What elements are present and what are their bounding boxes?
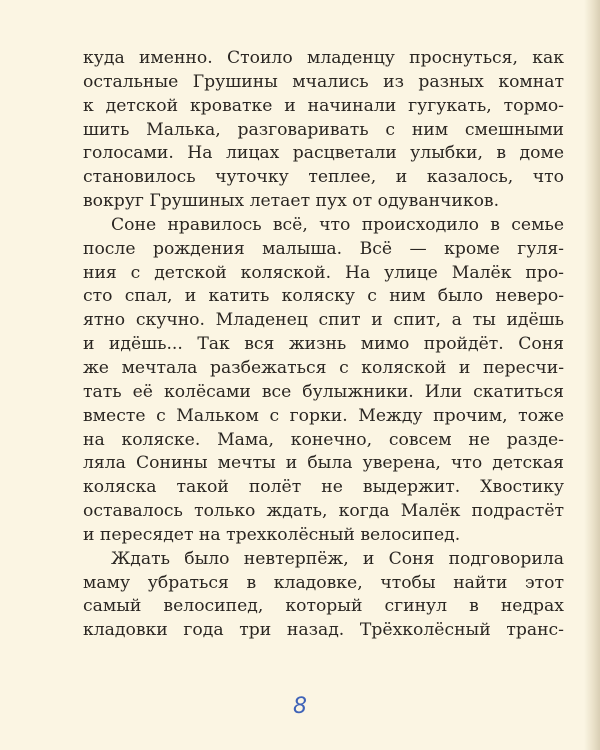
page-number: 8 xyxy=(293,694,307,719)
text-line: вместе с Мальком с горки. Между прочим, тоже xyxy=(83,405,564,426)
text-line: оставалось только ждать, когда Малёк подрастёт xyxy=(83,501,564,522)
text-line: ния с детской коляской. На улице Малёк про- xyxy=(83,262,564,283)
text-line: к детской кроватке и начинали гугукать, тормо- xyxy=(83,95,564,116)
text-line: ляла Сонины мечты и была уверена, что детская xyxy=(83,453,564,474)
text-line: коляска такой полёт не выдержит. Хвостику xyxy=(83,477,564,498)
paragraph-start-line: Соне нравилось всё, что происходило в семье xyxy=(111,214,564,235)
body-text xyxy=(83,47,564,643)
text-line: тать её колёсами все булыжники. Или скатиться xyxy=(83,381,564,402)
text-line: шить Малька, разговаривать с ним смешными xyxy=(83,119,564,140)
paragraph-start-line: Ждать было невтерпёж, и Соня подговорила xyxy=(111,548,564,569)
text-line: кладовки года три назад. Трёхколёсный транс- xyxy=(83,620,564,641)
text-line: вокруг Грушиных летает пух от одуванчиков. xyxy=(83,191,500,212)
text-line: становилось чуточку теплее, и казалось, что xyxy=(83,167,564,188)
text-line: на коляске. Мама, конечно, совсем не разде- xyxy=(83,429,564,450)
text-line: после рождения малыша. Всё — кроме гуля- xyxy=(83,238,564,259)
page-edge-shadow xyxy=(584,0,600,750)
text-line: куда именно. Стоило младенцу проснуться, как xyxy=(83,48,564,68)
text-line: сто спал, и катить коляску с ним было неверо- xyxy=(83,286,564,307)
text-line: же мечтала разбежаться с коляской и пересчи- xyxy=(83,357,564,378)
text-line: и пересядет на трехколёсный велосипед. xyxy=(83,524,461,545)
text-line: остальные Грушины мчались из разных комнат xyxy=(83,71,564,92)
text-line: и идёшь... Так вся жизнь мимо пройдёт. Соня xyxy=(83,334,564,355)
text-line: самый велосипед, который сгинул в недрах xyxy=(83,596,564,617)
text-line: маму убраться в кладовке, чтобы найти этот xyxy=(83,572,564,593)
text-line: голосами. На лицах расцветали улыбки, в доме xyxy=(83,143,564,164)
text-line: ятно скучно. Младенец спит и спит, а ты идёшь xyxy=(83,310,564,331)
